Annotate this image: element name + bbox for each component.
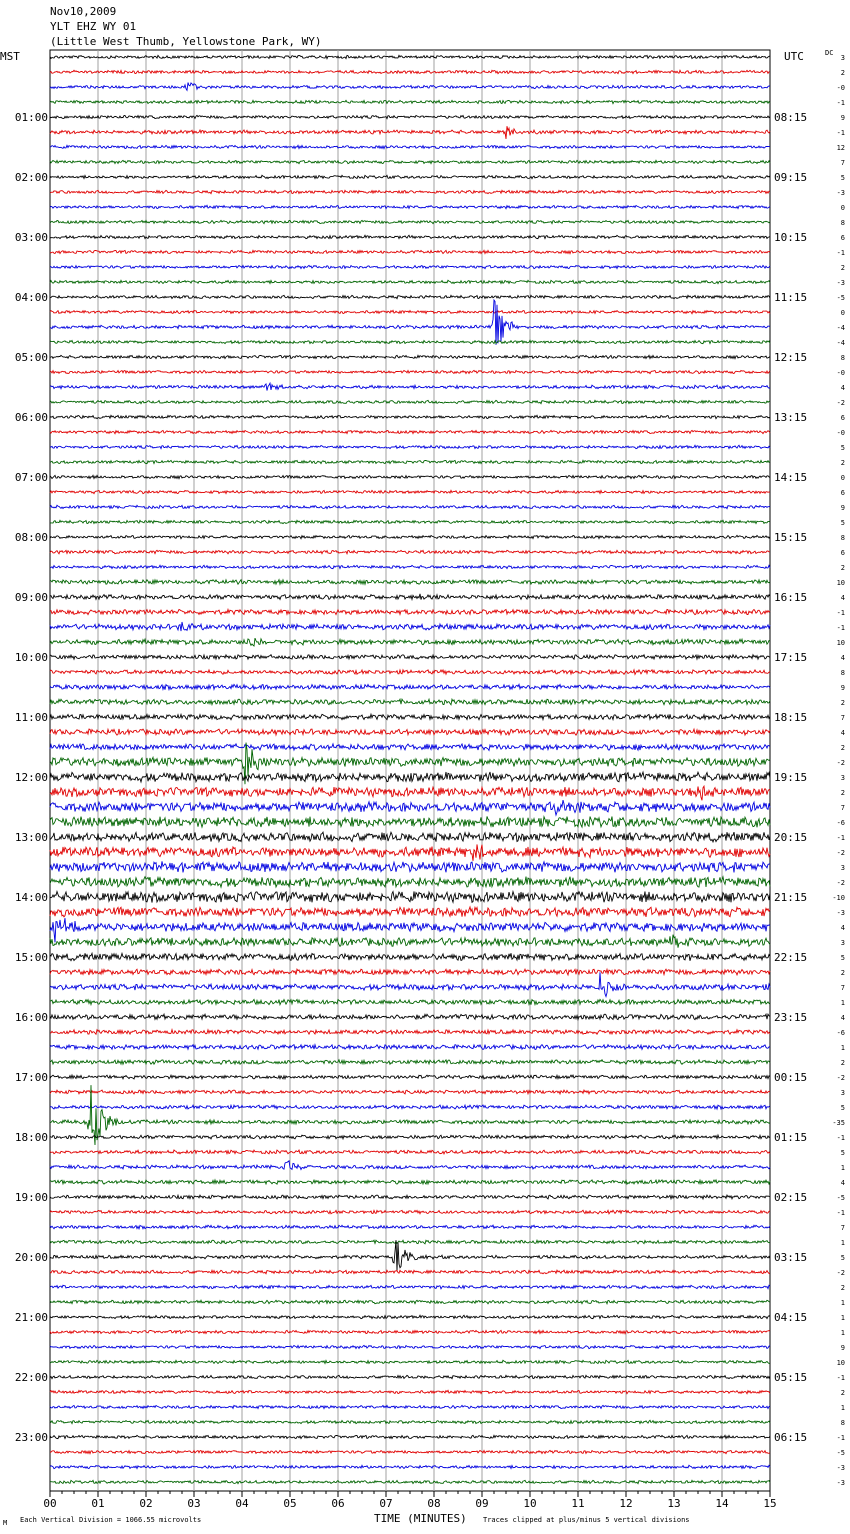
dc-offset-label: -0 [836,429,845,437]
seismic-trace-row [50,891,770,902]
dc-offset-label: -5 [836,1449,845,1457]
seismic-trace-row [50,610,770,615]
seismic-trace-row [50,430,770,433]
seismic-trace-row [50,475,770,478]
left-timezone-label: MST [0,50,20,63]
right-hour-label: 02:15 [774,1191,808,1204]
dc-offset-label: 6 [840,414,845,422]
dc-offset-label: -2 [836,849,845,857]
dc-offset-label: -3 [836,1479,845,1487]
dc-offset-label: 10 [836,1359,845,1367]
seismic-trace-row [50,1270,770,1274]
clip-note: Traces clipped at plus/minus 5 vertical divisions [483,1516,690,1524]
dc-offset-label: -1 [836,609,845,617]
seismic-trace-row [50,699,770,705]
dc-offset-label: 2 [840,699,845,707]
dc-offset-label: -0 [836,84,845,92]
scale-note: Each Vertical Division = 1066.55 microvolts [20,1516,202,1524]
left-hour-label: 13:00 [14,831,48,844]
seismic-trace-row [50,505,770,508]
dc-offset-label: 1 [840,999,845,1007]
right-hour-label: 05:15 [774,1371,808,1384]
seismic-trace-row [50,383,770,390]
seismic-trace-row [50,250,770,253]
seismic-trace-row [50,220,770,223]
seismic-trace-row [50,832,770,842]
seismic-trace-row [50,265,770,268]
dc-offset-label: 8 [840,219,845,227]
seismic-trace-row [50,520,770,523]
seismic-trace-row [50,877,770,888]
dc-offset-label: -1 [836,624,845,632]
seismic-trace-row [50,400,770,403]
dc-offset-label: 0 [840,474,845,482]
dc-offset-label: 6 [840,549,845,557]
seismic-trace-row [50,460,770,463]
seismic-trace-row [50,1135,770,1139]
dc-offset-label: -1 [836,1374,845,1382]
seismic-trace-row [50,175,770,178]
dc-offset-label: -3 [836,1464,845,1472]
seismic-trace-row [50,295,770,298]
dc-offset-label: 0 [840,204,845,212]
left-hour-label: 05:00 [14,351,48,364]
dc-offset-label: 7 [840,984,845,992]
seismic-trace-row [50,714,770,719]
dc-offset-label: 1 [840,1299,845,1307]
seismic-trace-row [50,1315,770,1318]
seismic-trace-row [50,160,770,163]
left-hour-label: 15:00 [14,951,48,964]
seismic-trace-row [50,310,770,313]
dc-offset-label: 2 [840,1059,845,1067]
dc-offset-label: 10 [836,579,845,587]
dc-offset-label: 2 [840,744,845,752]
dc-offset-label: -4 [836,339,845,347]
seismic-trace-row [50,1360,770,1363]
seismic-trace-row [50,445,770,448]
dc-offset-label: 1 [840,1329,845,1337]
seismic-trace-row [50,772,770,782]
dc-offset-label: -3 [836,909,845,917]
dc-offset-label: 10 [836,639,845,647]
right-hour-label: 03:15 [774,1251,808,1264]
left-hour-label: 11:00 [14,711,48,724]
dc-offset-label: 9 [840,684,845,692]
x-tick-label: 11 [571,1497,585,1510]
seismic-trace-row [50,1480,770,1483]
dc-offset-label: -2 [836,759,845,767]
seismic-trace-row [50,655,770,660]
seismic-trace-row [50,1030,770,1035]
dc-offset-label: 6 [840,489,845,497]
dc-offset-label: -4 [836,324,845,332]
right-hour-label: 18:15 [774,711,808,724]
right-hour-label: 15:15 [774,531,808,544]
seismic-trace-row [50,622,770,631]
dc-offset-label: 8 [840,1419,845,1427]
x-tick-label: 09 [475,1497,489,1510]
plot-date: Nov10,2009 [50,5,117,18]
seismic-trace-row [50,145,770,148]
seismic-trace-row [50,1014,770,1020]
seismic-trace-row [50,786,770,800]
seismic-trace-row [50,205,770,208]
seismic-trace-row [50,999,770,1004]
seismic-trace-row [50,370,770,373]
dc-offset-label: 5 [840,1104,845,1112]
seismic-trace-row [50,844,770,860]
left-hour-label: 01:00 [14,111,48,124]
x-tick-label: 02 [139,1497,153,1510]
seismic-trace-row [50,1075,770,1079]
right-hour-label: 09:15 [774,171,808,184]
x-tick-label: 01 [91,1497,105,1510]
dc-offset-label: 7 [840,804,845,812]
dc-offset-label: 8 [840,669,845,677]
left-hour-label: 10:00 [14,651,48,664]
seismic-trace-row [50,594,770,600]
dc-offset-label: 9 [840,504,845,512]
seismic-trace-row [50,684,770,689]
left-hour-label: 08:00 [14,531,48,544]
station-name: YLT EHZ WY 01 [50,20,137,33]
dc-offset-label: 1 [840,1164,845,1172]
right-hour-label: 20:15 [774,831,808,844]
seismic-trace-row [50,1285,770,1289]
seismic-trace-row [50,1105,770,1109]
x-axis-title: TIME (MINUTES) [374,1512,467,1525]
seismic-trace-row [50,490,770,493]
dc-offset-label: 3 [840,54,845,62]
seismic-trace-row [50,1300,770,1304]
dc-offset-label: 2 [840,564,845,572]
seismic-trace-row [50,340,770,343]
right-hour-label: 14:15 [774,471,808,484]
dc-offset-label: 3 [840,774,845,782]
dc-offset-label: -1 [836,834,845,842]
dc-offset-label: 8 [840,354,845,362]
seismic-trace-row [50,100,770,103]
left-hour-label: 09:00 [14,591,48,604]
right-hour-label: 00:15 [774,1071,808,1084]
left-hour-label: 20:00 [14,1251,48,1264]
seismic-trace-row [50,83,770,91]
dc-offset-label: -10 [832,894,845,902]
dc-offset-label: -0 [836,369,845,377]
left-hour-label: 21:00 [14,1311,48,1324]
seismic-trace-row [50,565,770,568]
dc-offset-label: 2 [840,264,845,272]
dc-offset-label: 4 [840,594,845,602]
seismic-trace-row [50,190,770,193]
seismic-trace-row [50,907,770,917]
dc-offset-label: 7 [840,159,845,167]
seismic-trace-row [50,1150,770,1154]
dc-offset-label: -3 [836,279,845,287]
seismic-trace-row [50,1090,770,1094]
seismic-trace-row [50,1330,770,1333]
right-hour-label: 17:15 [774,651,808,664]
dc-offset-label: 5 [840,174,845,182]
seismic-trace-row [50,670,770,675]
left-hour-label: 17:00 [14,1071,48,1084]
x-tick-label: 08 [427,1497,441,1510]
station-location: (Little West Thumb, Yellowstone Park, WY) [50,35,322,48]
dc-offset-label: -5 [836,294,845,302]
left-hour-label: 19:00 [14,1191,48,1204]
seismic-trace-row [50,729,770,735]
right-hour-label: 23:15 [774,1011,808,1024]
dc-offset-label: 4 [840,924,845,932]
seismic-trace-row [50,126,770,139]
dc-offset-label: -1 [836,1434,845,1442]
seismic-trace-row [50,638,770,646]
left-hour-label: 23:00 [14,1431,48,1444]
right-hour-label: 16:15 [774,591,808,604]
x-tick-label: 15 [763,1497,777,1510]
dc-offset-label: -1 [836,1134,845,1142]
seismic-trace-row [50,1375,770,1378]
seismic-trace-row [50,55,770,58]
dc-offset-label: 6 [840,234,845,242]
x-tick-label: 06 [331,1497,345,1510]
x-tick-label: 00 [43,1497,57,1510]
dc-offset-label: 4 [840,384,845,392]
dc-offset-label: 2 [840,789,845,797]
seismic-trace-row [50,1180,770,1184]
dc-offset-label: 4 [840,1014,845,1022]
seismic-trace-row [50,1390,770,1393]
seismic-trace-row [50,1161,770,1170]
seismic-trace-row [50,1045,770,1050]
left-hour-label: 14:00 [14,891,48,904]
dc-offset-label: 9 [840,114,845,122]
seismic-trace-row [50,744,770,751]
left-hour-label: 16:00 [14,1011,48,1024]
seismic-trace-row [50,861,770,872]
x-tick-label: 03 [187,1497,201,1510]
seismic-trace-row [50,355,770,358]
x-tick-label: 14 [715,1497,729,1510]
right-hour-label: 19:15 [774,771,808,784]
left-hour-label: 12:00 [14,771,48,784]
right-hour-label: 21:15 [774,891,808,904]
dc-offset-label: -1 [836,99,845,107]
left-hour-label: 04:00 [14,291,48,304]
seismic-trace-row [50,280,770,283]
dc-offset-label: 7 [840,1224,845,1232]
seismic-trace-row [50,1345,770,1348]
dc-offset-label: 3 [840,939,845,947]
seismic-trace-row [50,1240,770,1271]
x-tick-label: 04 [235,1497,249,1510]
dc-offset-label: 5 [840,1254,845,1262]
left-hour-label: 22:00 [14,1371,48,1384]
seismic-trace-row [50,300,770,345]
left-hour-label: 06:00 [14,411,48,424]
right-hour-label: 13:15 [774,411,808,424]
seismic-trace-row [50,1450,770,1453]
left-hour-label: 03:00 [14,231,48,244]
dc-offset-label: 1 [840,1044,845,1052]
dc-offset-label: 4 [840,1179,845,1187]
dc-offset-label: 1 [840,1404,845,1412]
x-tick-label: 05 [283,1497,297,1510]
dc-offset-label: 2 [840,459,845,467]
right-timezone-label: UTC [784,50,804,63]
seismic-trace-row [50,1060,770,1065]
dc-offset-label: 9 [840,1344,845,1352]
left-hour-label: 07:00 [14,471,48,484]
x-tick-label: 10 [523,1497,537,1510]
seismic-trace-row [50,535,770,538]
dc-header-label: DC [825,49,834,57]
dc-offset-label: -2 [836,399,845,407]
dc-offset-label: 3 [840,864,845,872]
right-hour-label: 04:15 [774,1311,808,1324]
dc-offset-label: -3 [836,189,845,197]
seismic-trace-row [50,580,770,585]
seismic-trace-row [50,415,770,418]
right-hour-label: 22:15 [774,951,808,964]
seismic-trace-row [50,972,770,996]
dc-offset-label: 1 [840,1314,845,1322]
seismic-trace-row [50,1405,770,1408]
dc-offset-label: 2 [840,1389,845,1397]
corner-mark: M [3,1519,8,1527]
dc-offset-label: -1 [836,1209,845,1217]
dc-offset-label: 2 [840,69,845,77]
dc-offset-label: -5 [836,1194,845,1202]
dc-offset-label: 5 [840,1149,845,1157]
right-hour-label: 12:15 [774,351,808,364]
dc-offset-label: 7 [840,714,845,722]
x-tick-label: 13 [667,1497,681,1510]
seismic-trace-row [50,816,770,827]
dc-offset-label: -2 [836,1269,845,1277]
seismic-trace-row [50,969,770,975]
dc-offset-label: -6 [836,819,845,827]
right-hour-label: 01:15 [774,1131,808,1144]
dc-offset-label: -1 [836,249,845,257]
left-hour-label: 02:00 [14,171,48,184]
seismic-trace-row [50,1195,770,1199]
seismic-trace-row [50,550,770,554]
x-tick-label: 12 [619,1497,633,1510]
dc-offset-label: 3 [840,1089,845,1097]
dc-offset-label: -35 [832,1119,845,1127]
dc-offset-label: 4 [840,729,845,737]
seismic-trace-row [50,115,770,118]
dc-offset-label: 12 [836,144,845,152]
dc-offset-label: -6 [836,1029,845,1037]
seismic-trace-row [50,1210,770,1214]
dc-offset-label: 8 [840,534,845,542]
dc-offset-label: -2 [836,879,845,887]
dc-offset-label: 5 [840,444,845,452]
right-hour-label: 06:15 [774,1431,808,1444]
seismic-trace-row [50,953,770,961]
seismic-trace-row [50,1420,770,1423]
seismic-trace-row [50,235,770,238]
seismic-trace-row [50,70,770,73]
dc-offset-label: 2 [840,1284,845,1292]
dc-offset-label: 4 [840,654,845,662]
dc-offset-label: 0 [840,309,845,317]
seismic-trace-row [50,935,770,948]
seismic-trace-row [50,800,770,815]
dc-offset-label: -2 [836,1074,845,1082]
right-hour-label: 10:15 [774,231,808,244]
seismic-trace-row [50,1435,770,1438]
right-hour-label: 11:15 [774,291,808,304]
dc-offset-label: 5 [840,519,845,527]
dc-offset-label: 2 [840,969,845,977]
seismic-trace-row [50,1240,770,1244]
left-hour-label: 18:00 [14,1131,48,1144]
right-hour-label: 08:15 [774,111,808,124]
seismic-trace-row [50,1225,770,1229]
dc-offset-label: 5 [840,954,845,962]
dc-offset-label: 1 [840,1239,845,1247]
dc-offset-label: -1 [836,129,845,137]
x-tick-label: 07 [379,1497,393,1510]
seismic-trace-row [50,1465,770,1468]
